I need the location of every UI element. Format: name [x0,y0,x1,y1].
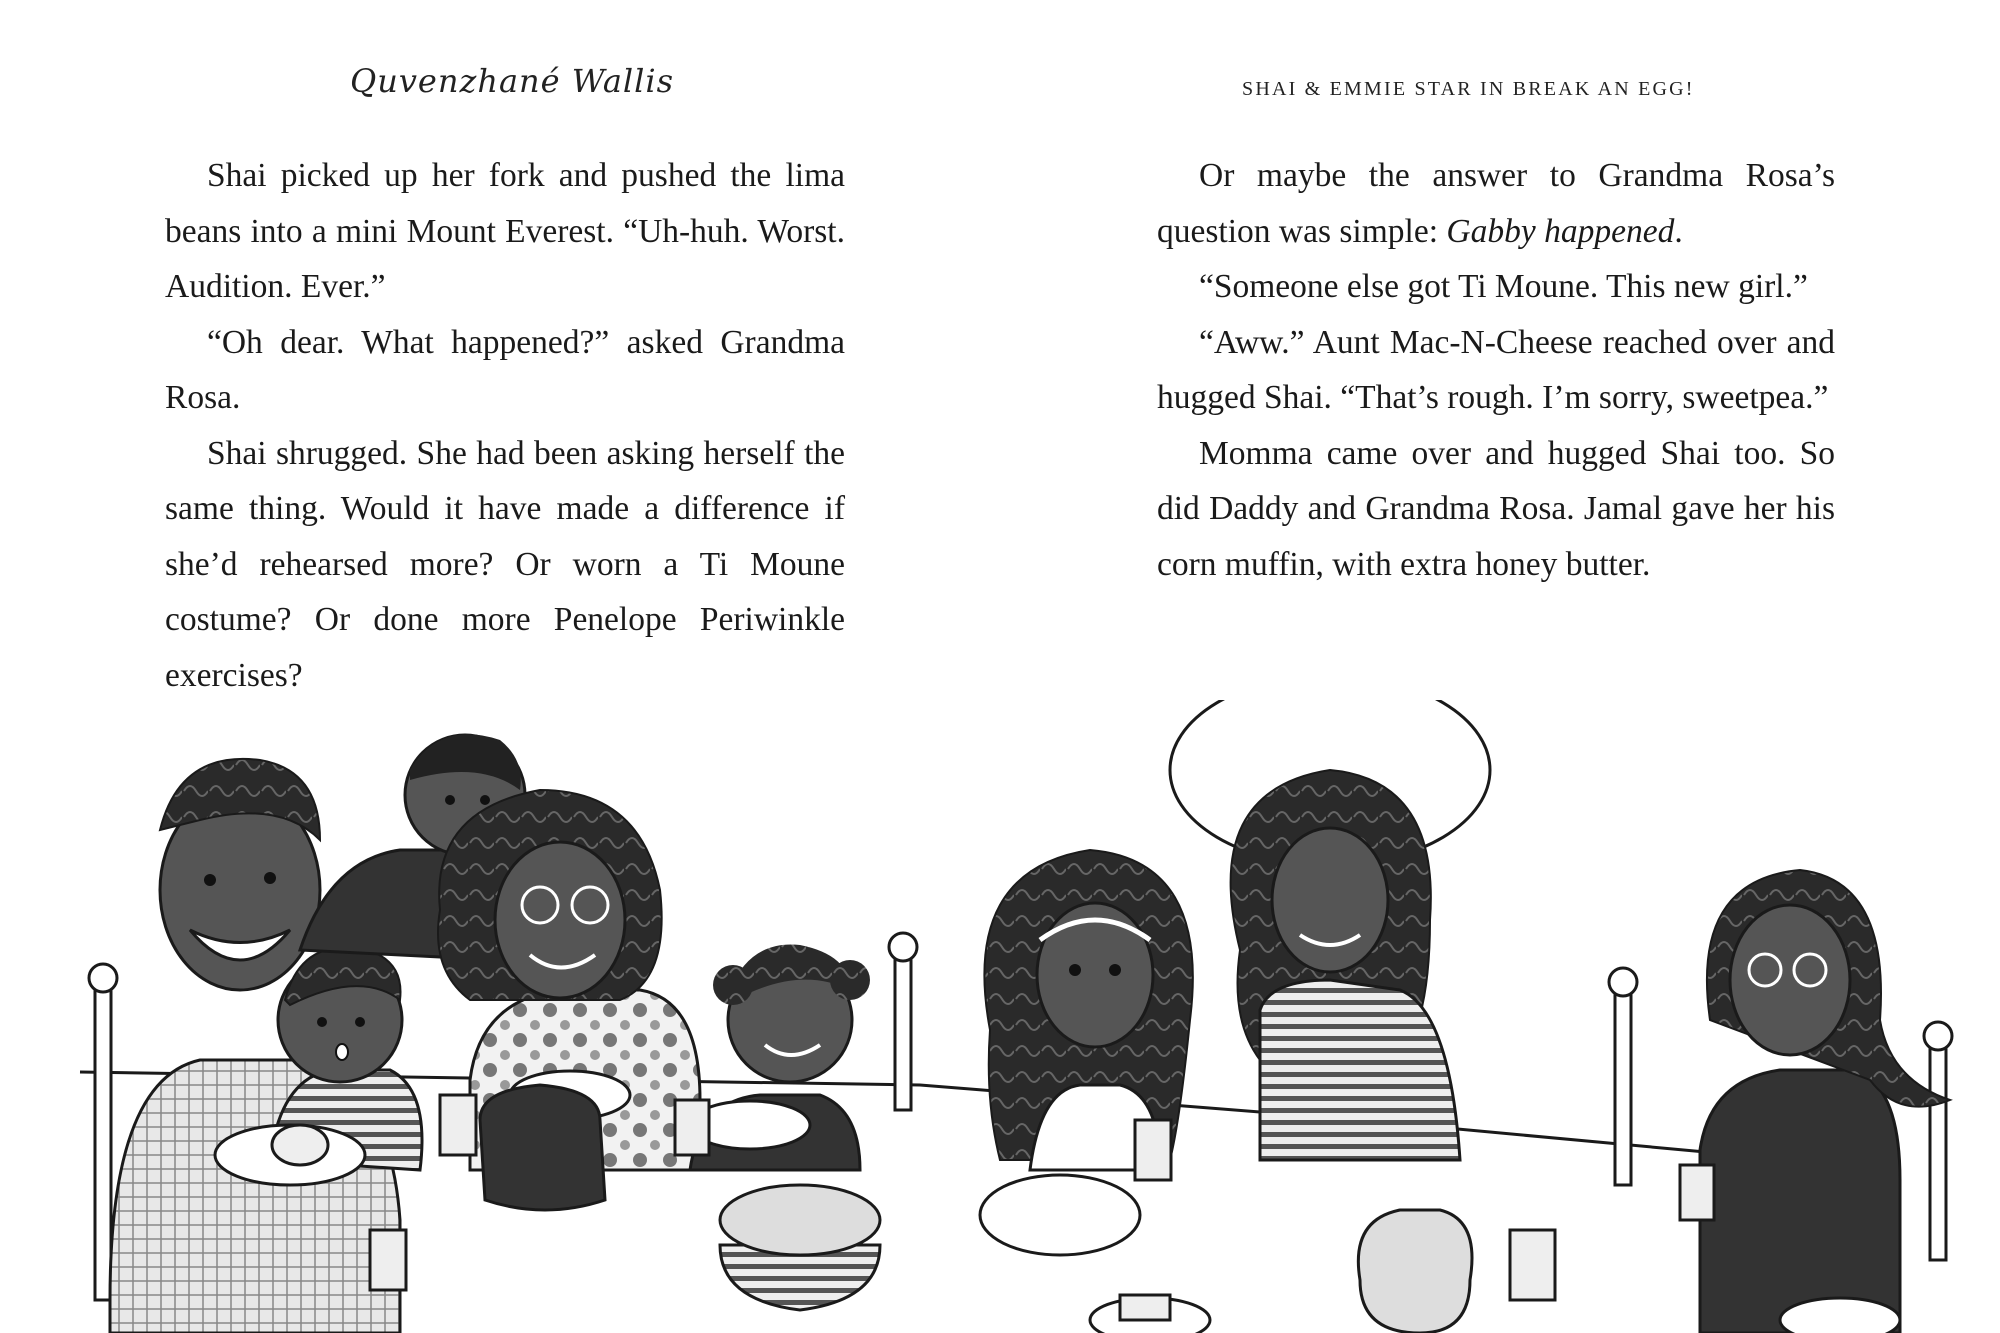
paragraph: Shai shrugged. She had been asking herself the same thing. Would it have made a difference if she’d rehearsed more? Or worn a Ti Moune costume? Or done more Penelope Periwinkle exercises? [165,434,845,694]
paragraph: Or maybe the answer to Grandma Rosa’s question was simple: Gabby happened. [1157,157,1835,250]
running-head-author: Quvenzhané Wallis [350,62,675,100]
momma-figure [1170,700,1490,1160]
paragraph: Momma came over and hugged Shai too. So did Daddy and Grandma Rosa. Jamal gave her his corn muffin, with extra honey butter. [1157,434,1835,583]
italic-phrase: Gabby happened [1446,212,1675,250]
paragraph: “Someone else got Ti Moune. This new girl.” [1199,268,1808,305]
family-dinner-illustration [0,700,2000,1333]
left-text-block [165,148,845,703]
paragraph: “Aww.” Aunt Mac-N-Cheese reached over and hugged Shai. “That’s rough. I’m sorry, sweetpea.” [1157,323,1835,416]
grandma-rosa-figure [1700,870,1950,1333]
paragraph: “Oh dear. What happened?” asked Grandma Rosa. [165,323,845,416]
paragraph: Shai picked up her fork and pushed the lima beans into a mini Mount Everest. “Uh-huh. Worst. Audition. Ever.” [165,157,845,305]
right-text-block [1157,148,1835,592]
running-head-title: SHAI & EMMIE STAR IN BREAK AN EGG! [1242,78,1695,100]
